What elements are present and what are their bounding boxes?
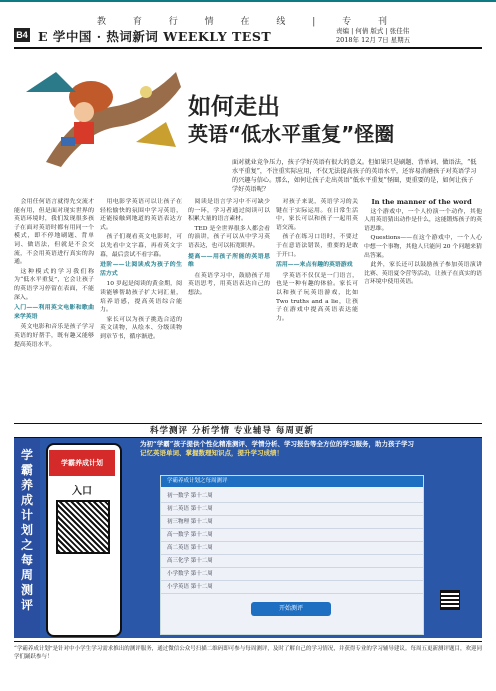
paragraph: 10 岁起是阅读的黄金期，阅读能够帮助孩子扩大词汇量，培养语感，提高英语综合能力。	[100, 281, 182, 314]
paragraph: 此外，家长还可以鼓励孩子参加英语演讲比赛、英语夏令营等活动，让孩子在真实的语言环境中使用英语。	[364, 262, 482, 286]
paragraph: 孩子在练习口语时，不要过于在意语法错误，重要的是敢于开口。	[276, 234, 358, 258]
paragraph: 用电影学英语可以让孩子在轻松愉快的氛围中学习英语，还能接触到地道的英语表达方式。	[100, 199, 182, 231]
start-button[interactable]: 开始测评	[251, 602, 331, 616]
paragraph: 这个游戏中，一个人扮演一个动作，其他人用英语猜出动作是什么，这能锻炼孩子的英语思维。	[364, 208, 482, 232]
paragraph: 英文电影和音乐是孩子学习英语的好帮手，既有趣又能够提高英语水平。	[14, 324, 94, 348]
article-title-line1: 如何走出	[188, 94, 280, 120]
list-item: 高二英语 第十二周	[161, 542, 423, 555]
ad-band-text: 科学测评 分析学情 专业辅导 每周更新	[150, 426, 314, 436]
paragraph: TED 是全世界很多人都会看的演讲，孩子可以从中学习英语表达，也可以拓宽眼界。	[188, 225, 270, 249]
paragraph: 学英语不仅仅是一门语言，也是一种有趣的体验。家长可以和孩子玩英语游戏，比如 Two truths and a lie，让孩子在游戏中提高英语表达能力。	[276, 272, 358, 322]
paragraph: 在英语学习中，鼓励孩子用英语思考，用英语表达自己的想法。	[188, 272, 270, 296]
phone-label: 入口	[72, 486, 92, 497]
list-item: 小学数学 第十二周	[161, 568, 423, 581]
article-lead: 面对就业竞争压力，孩子学好英语有很大的意义。但如果只是刷题、背单词、做语法，“低水平重复”，不注重实际应用，不仅无法提高孩子的英语水平，还容易消磨孩子对英语学习的兴趣与信心。那么，如何让孩子走出英语“低水平重复”怪圈，更重要的是，如何让孩子学好英语呢？	[232, 159, 477, 193]
editor-line: 责编 | 何倩 版式 | 张佳伟	[336, 27, 410, 35]
top-rule	[0, 0, 496, 2]
list-item: 初三物理 第十二周	[161, 516, 423, 529]
list-item: 高一数学 第十二周	[161, 529, 423, 542]
column-2	[100, 198, 182, 420]
paragraph: 对孩子来说，英语学习的关键在于实际运用。在日常生活中，家长可以和孩子一起用英语交流。	[276, 199, 358, 231]
page-number: B4	[14, 28, 30, 42]
section-header: 教 育 行 情 在 线 | 专 刊	[97, 17, 399, 27]
column-1	[14, 198, 94, 420]
column-4	[276, 198, 358, 420]
illustration-svg	[16, 52, 186, 172]
ad-headline	[140, 440, 480, 458]
column-5	[364, 198, 482, 420]
qr-code-icon	[56, 500, 110, 554]
ad-headline-line: 为初“学霸”孩子提供个性化精准测评、学情分析、学习报告等全方位的学习服务，助力孩子学习	[140, 440, 414, 448]
vertical-banner-text: 学霸养成计划之每周测评	[20, 448, 33, 612]
list-item: 初一数学 第十二周	[161, 490, 423, 503]
screenshot-bar	[161, 476, 423, 487]
qr-code-small-icon	[440, 590, 460, 610]
subheading: 提高——用孩子所能的英语思维	[188, 252, 270, 269]
ad-subline: 记忆英语单词、掌握数理知识点，提升学习成绩！	[140, 449, 283, 457]
paragraph: 孩子们观看英文电影时，可以先看中文字幕，再看英文字幕，最后尝试不看字幕。	[100, 234, 182, 258]
paragraph: 阅读是语言学习中不可缺少的一环，学习者通过阅读可以积累大量的语言素材。	[188, 199, 270, 223]
paragraph: 会用任何语言就得先交流才能有用，但是面对现实世界的英语环境时，我们发现很多孩子在面对英语时都有用同一个模式，即不停地刷题、背单词、做语法，但就是不会交流，不会用英语进行真实的沟通。	[14, 199, 94, 266]
newspaper-title: E 学中国 · 热词新词 WEEKLY TEST	[38, 29, 272, 44]
phone-header-text: 学霸养成计划	[61, 458, 103, 467]
paragraph: 家长可以为孩子挑选合适的英文读物，从绘本、分级读物到章节书，循序渐进。	[100, 316, 182, 340]
footnote: “学霸养成计划”是针对中小学生学习需求推出的测评服务，通过微信公众号扫描二维码即可参与每周测评，及时了解自己的学习情况，并获得专业的学习辅导建议。每周五更新测评题目，欢迎同学们踊跃参与！	[14, 641, 482, 661]
subheading: 入门——利用英文电影和歌曲来学英语	[14, 304, 94, 320]
list-item: 初二英语 第十二周	[161, 503, 423, 516]
paragraph: 这种模式的学习我们称为“低水平重复”，它会让孩子的英语学习停留在表面，不能深入。	[14, 268, 94, 301]
screenshot-title: 学霸养成计划之每周测评	[167, 478, 228, 484]
list-item: 小学英语 第十二周	[161, 581, 423, 594]
header-rule	[14, 47, 482, 49]
subheading: 进阶——让阅读成为孩子的生活方式	[100, 261, 182, 277]
subheading: 活用——来点有趣的英语游戏	[276, 261, 353, 269]
cartoon-illustration	[16, 52, 186, 172]
date-line: 2018年 12月 7日 星期五	[336, 36, 411, 44]
column-title: In the manner of the word	[371, 198, 472, 206]
app-screenshot	[160, 475, 424, 635]
article-title-line2: 英语“低水平重复”怪圈	[188, 122, 395, 146]
meta-info	[336, 27, 410, 45]
list-item: 高三化学 第十二周	[161, 555, 423, 568]
phone-header	[49, 450, 115, 476]
paragraph: Questions——在这个游戏中，一个人心中想一个事物，其他人只能问 20 个问题来猜出答案。	[364, 235, 482, 259]
screenshot-list	[161, 490, 423, 594]
column-3	[188, 198, 270, 420]
